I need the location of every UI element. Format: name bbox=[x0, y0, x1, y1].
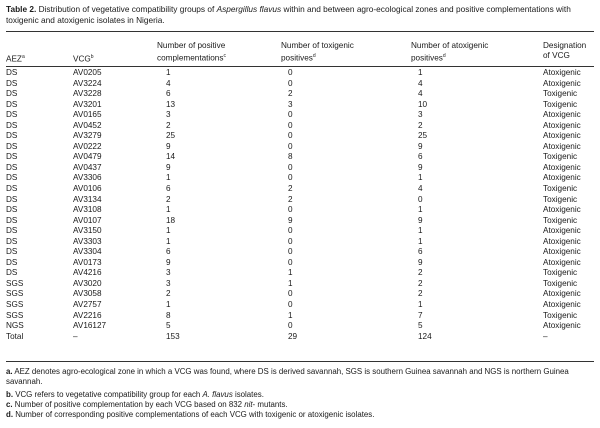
vcg-cell: AV3150 bbox=[73, 226, 102, 236]
aez-cell: SGS bbox=[6, 300, 24, 310]
vcg-cell: AV2757 bbox=[73, 300, 102, 310]
top-rule bbox=[6, 31, 594, 32]
toxigenic-positives-cell: 0 bbox=[288, 300, 293, 310]
vcg-cell: AV0106 bbox=[73, 184, 102, 194]
positive-complementations-cell: 18 bbox=[166, 215, 176, 225]
atoxigenic-positives-cell: 6 bbox=[418, 152, 423, 162]
atoxigenic-positives-cell: 4 bbox=[418, 89, 423, 99]
toxigenic-positives-cell: 1 bbox=[288, 310, 293, 320]
caption-part-2: within and between agro-ecological zones and positive complementations with toxigenic and atoxigenic isolates in Nigeria. bbox=[6, 4, 571, 25]
toxigenic-positives-cell: 0 bbox=[288, 257, 293, 267]
positive-complementations-cell: 1 bbox=[166, 300, 171, 310]
table-row bbox=[0, 237, 600, 248]
positive-complementations-cell: 14 bbox=[166, 152, 176, 162]
table-row bbox=[0, 195, 600, 206]
positive-complementations-cell: 1 bbox=[166, 226, 171, 236]
aez-cell: DS bbox=[6, 110, 18, 120]
table-caption bbox=[6, 4, 594, 25]
vcg-cell: AV0222 bbox=[73, 141, 102, 151]
table-row bbox=[0, 247, 600, 258]
designation-cell: Toxigenic bbox=[543, 99, 578, 109]
table-row bbox=[0, 89, 600, 100]
designation-cell: Atoxigenic bbox=[543, 289, 581, 299]
header-rule bbox=[6, 66, 594, 67]
designation-cell: Atoxigenic bbox=[543, 257, 581, 267]
aez-cell: DS bbox=[6, 131, 18, 141]
aez-cell: SGS bbox=[6, 310, 24, 320]
aez-cell: NGS bbox=[6, 321, 24, 331]
designation-cell: Atoxigenic bbox=[543, 68, 581, 77]
toxigenic-positives-cell: 0 bbox=[288, 205, 293, 215]
toxigenic-positives-cell: 0 bbox=[288, 247, 293, 257]
footnote-c: c. Number of positive complementation by each VCG based on 832 nit- mutants. bbox=[6, 400, 288, 409]
vcg-cell: AV3020 bbox=[73, 278, 102, 288]
aez-cell: DS bbox=[6, 99, 18, 109]
atoxigenic-positives-cell: 5 bbox=[418, 321, 423, 331]
toxigenic-positives-cell: 0 bbox=[288, 321, 293, 331]
vcg-cell: AV3224 bbox=[73, 78, 102, 88]
toxigenic-positives-cell: 0 bbox=[288, 78, 293, 88]
header-vcg: VCG$^b$ bbox=[73, 54, 94, 64]
vcg-cell: AV0205 bbox=[73, 68, 102, 77]
vcg-cell: AV0479 bbox=[73, 152, 102, 162]
positive-complementations-cell: 13 bbox=[166, 99, 176, 109]
toxigenic-positives-cell: 0 bbox=[288, 110, 293, 120]
table-row bbox=[0, 163, 600, 174]
positive-complementations-cell: 25 bbox=[166, 131, 176, 141]
atoxigenic-positives-cell: 2 bbox=[418, 278, 423, 288]
table-row bbox=[0, 110, 600, 121]
designation-cell: Atoxigenic bbox=[543, 131, 581, 141]
aez-cell: SGS bbox=[6, 289, 24, 299]
aez-cell: DS bbox=[6, 89, 18, 99]
atoxigenic-positives-cell: 6 bbox=[418, 247, 423, 257]
designation-cell: Atoxigenic bbox=[543, 226, 581, 236]
positive-complementations-cell: 1 bbox=[166, 68, 171, 77]
aez-cell: DS bbox=[6, 78, 18, 88]
atoxigenic-positives-cell: 4 bbox=[418, 184, 423, 194]
caption-species: Aspergillus flavus bbox=[216, 4, 282, 14]
positive-complementations-cell: 153 bbox=[166, 331, 180, 341]
table-row bbox=[0, 121, 600, 132]
toxigenic-positives-cell: 2 bbox=[288, 194, 293, 204]
aez-cell: DS bbox=[6, 268, 18, 278]
vcg-cell: AV3228 bbox=[73, 89, 102, 99]
atoxigenic-positives-cell: 10 bbox=[418, 99, 428, 109]
designation-cell: Atoxigenic bbox=[543, 300, 581, 310]
vcg-cell: AV0437 bbox=[73, 162, 102, 172]
aez-cell: DS bbox=[6, 68, 18, 77]
positive-complementations-cell: 8 bbox=[166, 310, 171, 320]
atoxigenic-positives-cell: 9 bbox=[418, 257, 423, 267]
header-toxigenic-positives: Number of toxigenic positives$^d$ bbox=[281, 41, 354, 63]
toxigenic-positives-cell: 0 bbox=[288, 173, 293, 183]
positive-complementations-cell: 1 bbox=[166, 173, 171, 183]
designation-cell: Atoxigenic bbox=[543, 321, 581, 331]
designation-cell: Atoxigenic bbox=[543, 162, 581, 172]
atoxigenic-positives-cell: 124 bbox=[418, 331, 432, 341]
table-label: Table 2. bbox=[6, 4, 37, 14]
atoxigenic-positives-cell: 1 bbox=[418, 300, 423, 310]
header-atoxigenic-positives: Number of atoxigenic positives$^d$ bbox=[411, 41, 489, 63]
designation-cell: Toxigenic bbox=[543, 89, 578, 99]
atoxigenic-positives-cell: 0 bbox=[418, 194, 423, 204]
aez-cell: DS bbox=[6, 120, 18, 130]
vcg-cell: AV2216 bbox=[73, 310, 102, 320]
atoxigenic-positives-cell: 1 bbox=[418, 173, 423, 183]
toxigenic-positives-cell: 0 bbox=[288, 289, 293, 299]
table-row bbox=[0, 321, 600, 332]
designation-cell: Atoxigenic bbox=[543, 78, 581, 88]
atoxigenic-positives-cell: 3 bbox=[418, 110, 423, 120]
positive-complementations-cell: 9 bbox=[166, 257, 171, 267]
table-row bbox=[0, 300, 600, 311]
aez-cell: DS bbox=[6, 257, 18, 267]
toxigenic-positives-cell: 0 bbox=[288, 141, 293, 151]
toxigenic-positives-cell: 0 bbox=[288, 68, 293, 77]
toxigenic-positives-cell: 0 bbox=[288, 162, 293, 172]
positive-complementations-cell: 2 bbox=[166, 194, 171, 204]
positive-complementations-cell: 6 bbox=[166, 247, 171, 257]
positive-complementations-cell: 3 bbox=[166, 278, 171, 288]
toxigenic-positives-cell: 29 bbox=[288, 331, 298, 341]
atoxigenic-positives-cell: 1 bbox=[418, 226, 423, 236]
positive-complementations-cell: 2 bbox=[166, 289, 171, 299]
aez-cell: Total bbox=[6, 331, 24, 341]
footnote-a: a. AEZ denotes agro-ecological zone in which a VCG was found, where DS is derived savannah, SGS is southern Guinea savannah and NGS is northern Guinea savannah. bbox=[6, 367, 569, 386]
designation-cell: Toxigenic bbox=[543, 152, 578, 162]
positive-complementations-cell: 3 bbox=[166, 110, 171, 120]
vcg-cell: AV4216 bbox=[73, 268, 102, 278]
table-row bbox=[0, 311, 600, 322]
designation-cell: Atoxigenic bbox=[543, 247, 581, 257]
toxigenic-positives-cell: 8 bbox=[288, 152, 293, 162]
total-row bbox=[0, 332, 600, 343]
table-row bbox=[0, 68, 600, 79]
aez-cell: DS bbox=[6, 226, 18, 236]
caption-part-1: Distribution of vegetative compatibility groups of bbox=[38, 4, 217, 14]
positive-complementations-cell: 6 bbox=[166, 184, 171, 194]
header-designation: Designation of VCG bbox=[543, 41, 587, 60]
vcg-cell: AV0173 bbox=[73, 257, 102, 267]
atoxigenic-positives-cell: 9 bbox=[418, 215, 423, 225]
designation-cell: Toxigenic bbox=[543, 194, 578, 204]
table-row bbox=[0, 184, 600, 195]
toxigenic-positives-cell: 0 bbox=[288, 226, 293, 236]
toxigenic-positives-cell: 2 bbox=[288, 89, 293, 99]
atoxigenic-positives-cell: 1 bbox=[418, 236, 423, 246]
toxigenic-positives-cell: 2 bbox=[288, 184, 293, 194]
table-row bbox=[0, 226, 600, 237]
designation-cell: Toxigenic bbox=[543, 184, 578, 194]
designation-cell: Toxigenic bbox=[543, 310, 578, 320]
positive-complementations-cell: 9 bbox=[166, 162, 171, 172]
vcg-cell: AV0107 bbox=[73, 215, 102, 225]
positive-complementations-cell: 4 bbox=[166, 78, 171, 88]
atoxigenic-positives-cell: 2 bbox=[418, 120, 423, 130]
positive-complementations-cell: 9 bbox=[166, 141, 171, 151]
aez-cell: DS bbox=[6, 194, 18, 204]
atoxigenic-positives-cell: 2 bbox=[418, 289, 423, 299]
designation-cell: Atoxigenic bbox=[543, 110, 581, 120]
aez-cell: DS bbox=[6, 247, 18, 257]
table-row bbox=[0, 205, 600, 216]
table-row bbox=[0, 100, 600, 111]
atoxigenic-positives-cell: 2 bbox=[418, 268, 423, 278]
toxigenic-positives-cell: 1 bbox=[288, 268, 293, 278]
aez-cell: DS bbox=[6, 162, 18, 172]
table-row bbox=[0, 173, 600, 184]
table-row bbox=[0, 131, 600, 142]
positive-complementations-cell: 5 bbox=[166, 321, 171, 331]
positive-complementations-cell: 1 bbox=[166, 236, 171, 246]
bottom-rule bbox=[6, 361, 594, 362]
header-positive-complementations: Number of positive complementations$^c$ bbox=[157, 41, 226, 63]
table-row bbox=[0, 152, 600, 163]
vcg-cell: AV3201 bbox=[73, 99, 102, 109]
designation-cell: Atoxigenic bbox=[543, 205, 581, 215]
aez-cell: DS bbox=[6, 173, 18, 183]
positive-complementations-cell: 6 bbox=[166, 89, 171, 99]
vcg-cell: AV3279 bbox=[73, 131, 102, 141]
aez-cell: DS bbox=[6, 141, 18, 151]
vcg-cell: AV3108 bbox=[73, 205, 102, 215]
designation-cell: Atoxigenic bbox=[543, 173, 581, 183]
vcg-cell: AV3303 bbox=[73, 236, 102, 246]
toxigenic-positives-cell: 0 bbox=[288, 120, 293, 130]
toxigenic-positives-cell: 0 bbox=[288, 131, 293, 141]
positive-complementations-cell: 3 bbox=[166, 268, 171, 278]
designation-cell: Atoxigenic bbox=[543, 120, 581, 130]
designation-cell: Atoxigenic bbox=[543, 236, 581, 246]
atoxigenic-positives-cell: 1 bbox=[418, 205, 423, 215]
atoxigenic-positives-cell: 1 bbox=[418, 68, 423, 77]
toxigenic-positives-cell: 1 bbox=[288, 278, 293, 288]
toxigenic-positives-cell: 9 bbox=[288, 215, 293, 225]
table-row bbox=[0, 268, 600, 279]
toxigenic-positives-cell: 0 bbox=[288, 236, 293, 246]
designation-cell: Atoxigenic bbox=[543, 141, 581, 151]
aez-cell: DS bbox=[6, 152, 18, 162]
vcg-cell: AV3058 bbox=[73, 289, 102, 299]
toxigenic-positives-cell: 3 bbox=[288, 99, 293, 109]
table-row bbox=[0, 279, 600, 290]
aez-cell: SGS bbox=[6, 278, 24, 288]
atoxigenic-positives-cell: 9 bbox=[418, 141, 423, 151]
designation-cell: Toxigenic bbox=[543, 215, 578, 225]
table-row bbox=[0, 142, 600, 153]
vcg-cell: AV3134 bbox=[73, 194, 102, 204]
designation-cell: Toxigenic bbox=[543, 278, 578, 288]
aez-cell: DS bbox=[6, 236, 18, 246]
aez-cell: DS bbox=[6, 215, 18, 225]
table-body bbox=[0, 68, 600, 342]
table-row bbox=[0, 289, 600, 300]
table-row bbox=[0, 79, 600, 90]
footnote-b: b. VCG refers to vegetative compatibility group for each A. flavus isolates. bbox=[6, 390, 264, 399]
aez-cell: DS bbox=[6, 205, 18, 215]
positive-complementations-cell: 2 bbox=[166, 120, 171, 130]
table-row bbox=[0, 216, 600, 227]
atoxigenic-positives-cell: 7 bbox=[418, 310, 423, 320]
atoxigenic-positives-cell: 25 bbox=[418, 131, 428, 141]
positive-complementations-cell: 1 bbox=[166, 205, 171, 215]
atoxigenic-positives-cell: 9 bbox=[418, 162, 423, 172]
header-aez: AEZ$^a$ bbox=[6, 54, 25, 64]
footnote-d: d. Number of corresponding positive complementations of each VCG with toxigenic or atoxigenic isolates. bbox=[6, 410, 375, 419]
vcg-cell: – bbox=[73, 331, 78, 341]
aez-cell: DS bbox=[6, 184, 18, 194]
designation-cell: Toxigenic bbox=[543, 268, 578, 278]
vcg-cell: AV0165 bbox=[73, 110, 102, 120]
vcg-cell: AV0452 bbox=[73, 120, 102, 130]
designation-cell: – bbox=[543, 331, 548, 341]
vcg-cell: AV16127 bbox=[73, 321, 107, 331]
atoxigenic-positives-cell: 4 bbox=[418, 78, 423, 88]
vcg-cell: AV3304 bbox=[73, 247, 102, 257]
vcg-cell: AV3306 bbox=[73, 173, 102, 183]
table-row bbox=[0, 258, 600, 269]
